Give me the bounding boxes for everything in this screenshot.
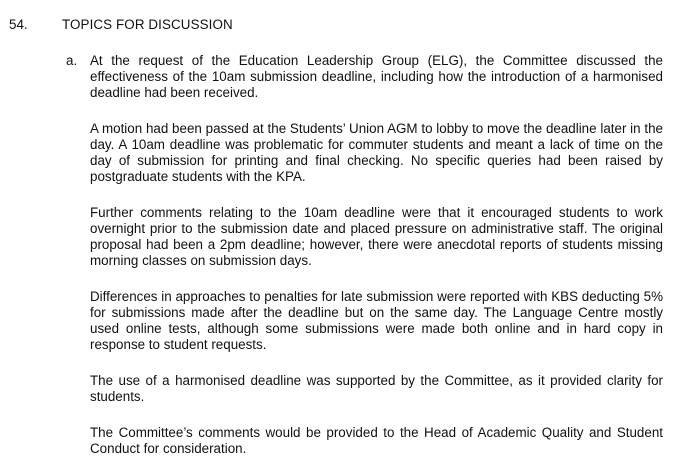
paragraph-late-penalties: Differences in approaches to penalties for late submission were reported with KBS deducting 5% for submissions made after the deadline but on the same day. The Language Centre mostly used online tests, although some submissions were made both online and in hard copy in response to student requests.	[90, 289, 663, 352]
previous-page-text-fragment	[95, 0, 689, 1]
paragraph-committee-comments: The Committee’s comments would be provided to the Head of Academic Quality and Student Conduct for consideration.	[90, 425, 663, 456]
paragraph-further-comments: Further comments relating to the 10am deadline were that it encouraged students to work overnight prior to the submission date and placed pressure on administrative staff. The original proposal had been a 2pm deadline; however, there were anecdotal reports of students missing morning classes on submission days.	[90, 205, 663, 268]
item-letter: a.	[66, 53, 78, 68]
paragraph-harmonised-deadline-support: The use of a harmonised deadline was supported by the Committee, as it provided clarity for students.	[90, 373, 663, 404]
paragraph-students-union-motion: A motion had been passed at the Students’ Union AGM to lobby to move the deadline later in the day. A 10am deadline was problematic for commuter students and meant a lack of time on the day of submission for printing and final checking. No specific queries had been raised by postgraduate students with the KPA.	[90, 121, 663, 184]
paragraph-elg-request: At the request of the Education Leadership Group (ELG), the Committee discussed the effectiveness of the 10am submission deadline, including how the introduction of a harmonised deadline had been received.	[90, 53, 663, 100]
section-number: 54.	[9, 17, 28, 32]
section-title: TOPICS FOR DISCUSSION	[62, 17, 233, 32]
